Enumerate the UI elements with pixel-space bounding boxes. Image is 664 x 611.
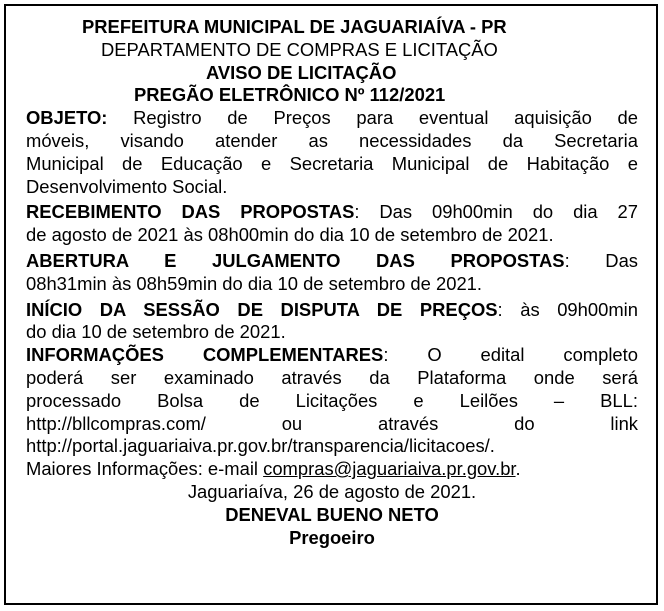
abertura-line: 08h31min às 08h59min do dia 10 de setembro de 2021. bbox=[26, 272, 483, 294]
recebimento-line: de agosto de 2021 às 08h00min do dia 10 de setembro de 2021. bbox=[26, 224, 554, 246]
recebimento-label: RECEBIMENTO DAS PROPOSTAS bbox=[26, 201, 355, 223]
contact-email-link[interactable]: compras@jaguariaiva.pr.gov.br bbox=[263, 458, 516, 480]
objeto-line bbox=[26, 107, 638, 130]
header-municipality: PREFEITURA MUNICIPAL DE JAGUARIAÍVA - PR bbox=[82, 16, 507, 37]
place-date: Jaguariaíva, 26 de agosto de 2021. bbox=[187, 480, 477, 502]
maiores-prefix: Maiores Informações: e-mail bbox=[26, 458, 264, 480]
recebimento-text: : Das 09h00min do dia 27 bbox=[354, 201, 638, 223]
header-auction-number: PREGÃO ELETRÔNICO Nº 112/2021 bbox=[134, 84, 446, 106]
inicio-label: INÍCIO DA SESSÃO DE DISPUTA DE PREÇOS bbox=[26, 298, 498, 320]
maiores-suffix: . bbox=[515, 458, 521, 480]
licitation-notice bbox=[4, 4, 658, 605]
objeto-text: Registro de Preços para eventual aquisição de bbox=[133, 107, 638, 129]
signer-role: Pregoeiro bbox=[289, 526, 375, 548]
objeto-label: OBJETO: bbox=[26, 107, 108, 129]
informacoes-line: poderá ser examinado através da Plataforma onde será bbox=[26, 366, 638, 388]
recebimento-line bbox=[26, 201, 638, 224]
header-notice-title: AVISO DE LICITAÇÃO bbox=[206, 61, 397, 83]
abertura-section bbox=[26, 250, 638, 296]
informacoes-line: processado Bolsa de Licitações e Leilões – BLL: bbox=[26, 389, 638, 411]
objeto-line: Municipal de Educação e Secretaria Municipal de Habitação e bbox=[26, 152, 638, 174]
recebimento-section bbox=[26, 201, 638, 247]
inicio-text: : às 09h00min bbox=[497, 298, 638, 320]
abertura-text: : Das bbox=[564, 249, 638, 271]
objeto-section bbox=[26, 107, 638, 198]
informacoes-section bbox=[26, 344, 638, 458]
maiores-informacoes bbox=[26, 458, 638, 481]
informacoes-text: : O edital completo bbox=[383, 344, 638, 366]
inicio-section bbox=[26, 299, 638, 345]
inicio-line: do dia 10 de setembro de 2021. bbox=[26, 321, 286, 343]
abertura-label: ABERTURA E JULGAMENTO DAS PROPOSTAS bbox=[26, 249, 565, 271]
notice-content bbox=[26, 16, 638, 549]
header-department: DEPARTAMENTO DE COMPRAS E LICITAÇÃO bbox=[101, 38, 498, 60]
informacoes-label: INFORMAÇÕES COMPLEMENTARES bbox=[26, 344, 384, 366]
inicio-line bbox=[26, 299, 638, 322]
informacoes-line: http://portal.jaguariaiva.pr.gov.br/transparencia/licitacoes/. bbox=[26, 435, 495, 457]
informacoes-line bbox=[26, 344, 638, 367]
abertura-line bbox=[26, 250, 638, 273]
objeto-line: móveis, visando atender as necessidades da Secretaria bbox=[26, 129, 638, 151]
objeto-line: Desenvolvimento Social. bbox=[26, 175, 228, 197]
signer-name: DENEVAL BUENO NETO bbox=[225, 503, 439, 525]
informacoes-line: http://bllcompras.com/ ou através do link bbox=[26, 412, 638, 434]
